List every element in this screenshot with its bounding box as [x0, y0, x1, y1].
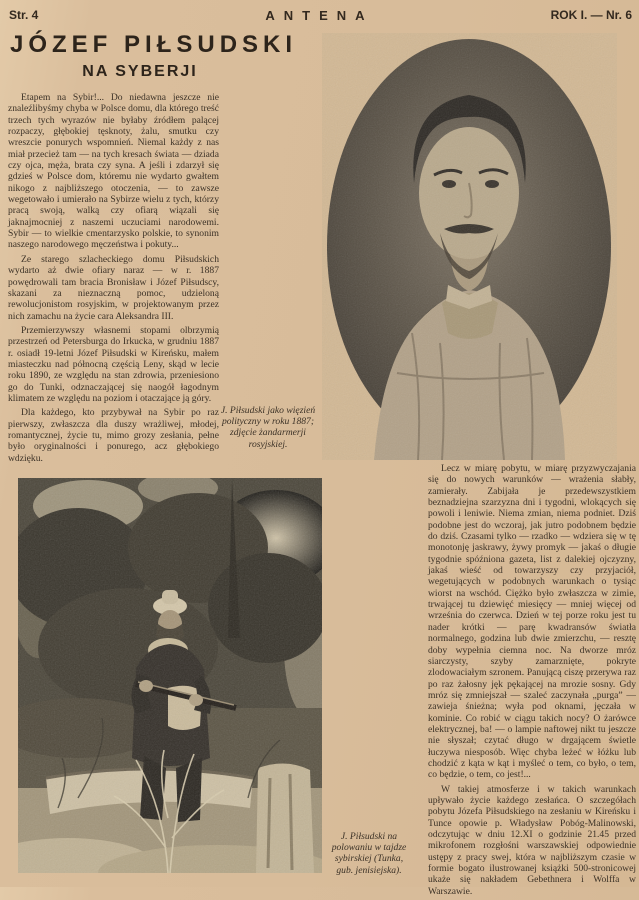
article-subtitle: NA SYBERJI	[82, 63, 198, 80]
portrait-caption: J. Piłsudski jako więzień polityczny w roku 1887; zdjęcie żandarmerji rosyjskiej.	[220, 405, 316, 450]
paragraph: Etapem na Sybir!... Do niedawna jeszcze nie znaleźlibyśmy chyba w Polsce domu, dla którego treść trzech tych wyrazów nie byłaby źródłem palącej rozpaczy, głębokiej tęsknoty, żalu, smutku czy wreszcie ponurych wspomnień. Niemal każdy z nas miał przecież tam — na tych kresach świata — dziada czy ojca, męża, brata czy syna. A jeśli i zdarzył się gdzieś w Polsce dom, któremu nie wydarto gwałtem nikogo z najbliższego otoczenia, — to zawsze wegetowało i umierało na Sybirze wielu z tych, którzy pracą swoją, walką czy ofiarą wiązali się jaknajmocniej z naszemi uczuciami narodowemi. Sybir — to wielkie cmentarzysko polskie, to synonim naszego narodowego męczeństwa i pokuty...	[8, 92, 219, 251]
paragraph: W takiej atmosferze i w takich warunkach upływało życie każdego zesłańca. O szczegółach pobytu Józefa Piłsudskiego na zesłaniu w Kireńsku i Tunce opowie p. Władysław Pobóg-Malinowski, odczytując w dniu 12.XI o godzinie 21.45 przed mikrofonem rozgłośni warszawskiej odpowiednie ustępy z pracy swej, która w najbliższym czasie w formie bogato ilustrowanej książki 500-stronicowej ukaże się nakładem Gebethnera i Wolffa w Warszawie.	[428, 783, 636, 897]
paragraph: Ze starego szlacheckiego domu Piłsudskich wydarto aż dwie ofiary naraz — w r. 1887 powędrowali tam bracia Bronisław i Józef Piłsudscy, skazani za nieznaczną pomoc, udzieloną rewolucjonistom rosyjskim, w projektowanym przez nich zamachu na życie cara Aleksandra III.	[8, 253, 219, 322]
paragraph: Lecz w miarę pobytu, w miarę przyzwyczajania się do nowych warunków — wrażenia słabły, zamierały. Zabijała je przedewszystkiem beznadziejna szarzyzna dni i tygodni, wlokących się powoli i leniwie. Niema zmian, niema podniet. Dziś podobne jest do wczoraj, jak jutro podobnem będzie do dziś. Czasami tylko — rzadko — wdziera się w tę monotonję jaskrawy, żywy promyk — jakaś o długie tygodnie spóźniona gazeta, list z dalekiej ojczyzny, jakaś wieść od towarzyszy czy przyjaciół, wegetujących w podobnych warunkach o tysiąc wiorst na wschód. Ciężko było zwłaszcza w zimie, trwającej tu dziewięć miesięcy — mniej więcej od września do czerwca. Dzień w tej porze roku jest tu nader krótki — parę kwadransów światła normalnego, godzina lub dwie zmierzchu, — resztę doby wypełnia ciemna noc. Na dworze mróz siarczysty, szyby zamarznięte, pokryte zlodowaciałym szronem. Panującą ciszę przerywa raz po raz żałosny jęk pękającej na mrozie sosny. Gdy mróz się zmniejszał — szaleć zaczynała „purga” — zawieja śnieżna; wyła pod oknami, jęczała w kominie. Co robić w ciągu takich nocy? O żarówce elektrycznej, ba! — o lampie naftowej nikt tu jeszcze nie słyszał; czytać długo w drgającem świetle łuczywa niesposób. Więc chyba leżeć w łóżku lub chodzić z kąta w kąt i myśleć o tem, co było, o tem, co będzie, o tem, co jest!...	[428, 463, 636, 781]
issue-number: ROK I. — Nr. 6	[550, 8, 632, 22]
hunting-caption: J. Piłsudski na polowaniu w tajdze sybirskiej (Tunka, gub. jenisiejska).	[331, 831, 407, 876]
portrait-photo	[322, 33, 617, 460]
right-column	[428, 463, 636, 900]
page-number: Str. 4	[9, 8, 39, 22]
left-column	[8, 92, 219, 467]
article-title: JÓZEF PIŁSUDSKI	[10, 31, 298, 58]
hunting-photo	[18, 478, 322, 873]
masthead: ANTENA	[265, 8, 374, 23]
paragraph: Przemierzywszy własnemi stopami olbrzymią przestrzeń od Petersburga do Irkucka, w grudniu 1887 r. osiadł 19-letni Józef Piłsudski w Kireńsku, małem miasteczku nad północną częścią Leny, skąd w lecie roku 1890, ze względu na stan zdrowia, przeniesiono go do Tunki, odznaczającej się naogół łagodnym klimatem ze względu na poziom i otaczające ją góry.	[8, 324, 219, 404]
paragraph: Dla każdego, kto przybywał na Sybir po raz pierwszy, zwłaszcza dla duszy wrażliwej, młodej, romantycznej, życie tu, mimo grozy zesłania, pełne było oryginalności i ponurego, acz głębokiego wdzięku.	[8, 407, 219, 464]
